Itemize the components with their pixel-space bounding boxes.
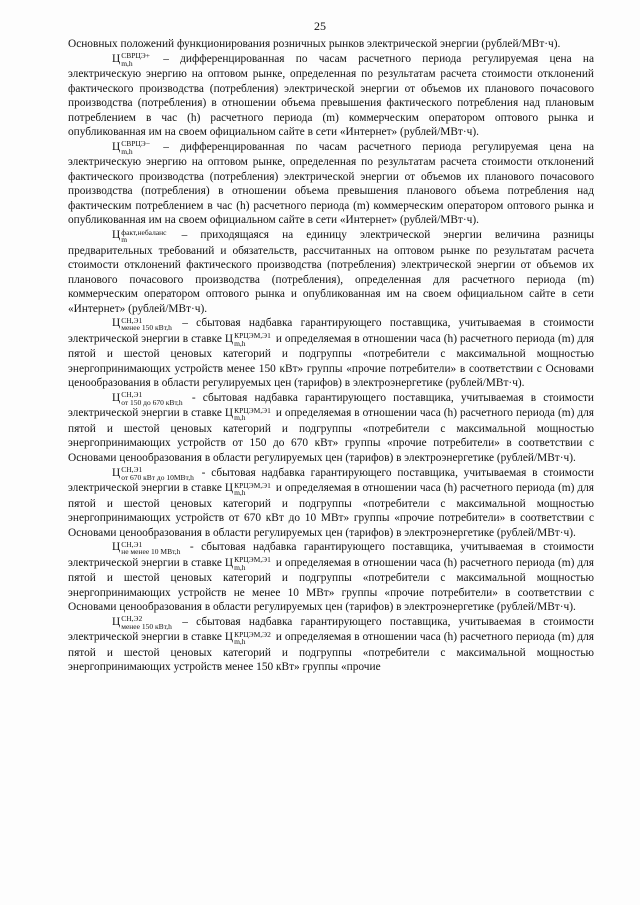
formula-superscript: СН,Э1 (121, 315, 143, 325)
formula-superscript: КРЦЭМ,Э1 (234, 331, 271, 341)
definition-text: – дифференцированная по часам расчетного периода регулируемая цена на электрическую энергию на оптовом рынке, определенная по результатам расчета стоимости отклонений фактического производства (потребления) электрической энергии от объемов их планового почасового производства (потребления) в отношении объема превышения фактического потребления над плановым потреблением в час (h) расчетного периода (m) коммерческим оператором оптового рынка и опубликованная им на своем официальном сайте в сети «Интернет» (рублей/МВт·ч). (68, 52, 594, 139)
definition-sn-e1-670-10mw (68, 466, 594, 541)
formula-subscript: m,h (234, 413, 246, 423)
formula-subscript: менее 150 кВт,h (121, 621, 172, 631)
page-number: 25 (314, 19, 326, 33)
formula-symbol: Ц факт,небаланс m (112, 227, 167, 245)
formula-superscript: СН,Э2 (121, 614, 143, 624)
definition-text: – приходящаяся на единицу электрической энергии величина разницы предварительных требований и обязательств, рассчитанных на оптовом рынке по результатам расчета стоимости отклонений фактического производства (потребления) электрической энергии от объемов их планового почасового производства (потребления), определенная для расчетного периода (m) коммерческим оператором оптового рынка и опубликованная им на своем официальном сайте в сети «Интернет» (рублей/МВт·ч). (68, 229, 594, 315)
formula-superscript: СН,Э1 (121, 390, 143, 400)
formula-subscript: m,h (121, 58, 133, 68)
formula-symbol: Ц СН,Э1 от 670 кВт до 10МВт,h (112, 465, 194, 482)
formula-subscript: от 150 до 670 кВт,h (121, 397, 183, 407)
formula-inline: Ц КРЦЭМ,Э1 m,h (224, 331, 271, 348)
definition-svrce-plus (68, 52, 594, 140)
definition-fact-nebalans (68, 228, 594, 316)
formula-subscript: не менее 10 МВт,h (121, 547, 181, 557)
formula-symbol: Ц СВРЦЭ− m,h (112, 139, 150, 156)
formula-superscript: КРЦЭМ,Э1 (234, 405, 271, 415)
formula-subscript: m,h (121, 146, 133, 156)
definition-text: – дифференцированная по часам расчетного периода регулируемая цена на электрическую энергию на оптовом рынке, определенная по результатам расчета стоимости отклонений фактического производства (потребления) электрической энергии от объемов их планового почасового производства (потребления) в отношении объема превышения планового объема потребления над фактическим потреблением в час (h) расчетного периода (m) коммерческим оператором оптового рынка и опубликованная им на своем официальном сайте в сети «Интернет» (рублей/МВт·ч). (68, 140, 594, 227)
formula-superscript: СВРЦЭ+ (121, 51, 150, 61)
formula-subscript: m (121, 235, 128, 245)
definition-sn-e1-under-150 (68, 316, 594, 391)
definition-text: - сбытовая надбавка гарантирующего поставщика, учитываемая в стоимости электрической энергии в ставке (68, 466, 594, 495)
definition-sn-e1-over-10mw (68, 540, 594, 615)
page-body (68, 37, 594, 675)
formula-superscript: СН,Э1 (121, 465, 143, 475)
formula-superscript: КРЦЭМ,Э1 (234, 480, 271, 490)
definition-text: - сбытовая надбавка гарантирующего поставщика, учитываемая в стоимости электрической энергии в ставке (68, 541, 594, 569)
definition-text: – сбытовая надбавка гарантирующего поставщика, учитываемая в стоимости электрической энергии в ставке (68, 615, 594, 644)
formula-subscript: m,h (234, 562, 246, 572)
definition-sn-e1-150-670 (68, 391, 594, 466)
definition-svrce-minus (68, 140, 594, 228)
formula-symbol: Ц СВРЦЭ+ m,h (112, 51, 150, 68)
definition-text: и определяемая в отношении часа (h) расчетного периода (m) для пятой и шестой ценовых категорий и подгруппы «потребители с максимальной мощностью энергопринимающих устройств от 150 до 670 кВт» группы «прочие потребители» в соответствии с Основами ценообразования в области регулируемых цен (тарифов) в электроэнергетике (рублей/МВт·ч). (68, 407, 594, 464)
formula-superscript: КРЦЭМ,Э1 (234, 555, 271, 565)
formula-subscript: менее 150 кВт,h (121, 323, 172, 333)
formula-inline: Ц КРЦЭМ,Э2 m,h (224, 629, 271, 647)
definition-sn-e2-under-150 (68, 615, 594, 675)
definition-text: и определяемая в отношении часа (h) расчетного периода (m) для пятой и шестой ценовых категорий и подгруппы «потребители с максимальной мощностью энергопринимающих устройств менее 150 кВт» группы «прочие потребители» в соответствии с Основами ценообразования в области регулируемых цен (тарифов) в электроэнергетике (рублей/МВт·ч). (68, 332, 594, 390)
definition-text: и определяемая в отношении часа (h) расчетного периода (m) для пятой и шестой ценовых категорий и подгруппы «потребители с максимальной мощностью энергопринимающих устройств менее 150 кВт» группы «прочие (68, 631, 594, 674)
definition-text: - сбытовая надбавка гарантирующего поставщика, учитываемая в стоимости электрической энергии в ставке (68, 391, 594, 420)
formula-superscript: СВРЦЭ− (121, 139, 150, 149)
definition-text: и определяемая в отношении часа (h) расчетного периода (m) для пятой и шестой ценовых категорий и подгруппы «потребители с максимальной мощностью энергопринимающих устройств не менее 10 МВт» группы «прочие потребители» в соответствии с Основами ценообразования в области регулируемых цен (тарифов) в электроэнергетике (рублей/МВт·ч). (68, 556, 594, 614)
formula-symbol: Ц СН,Э1 от 150 до 670 кВт,h (112, 390, 183, 407)
formula-symbol: Ц СН,Э2 менее 150 кВт,h (112, 614, 172, 631)
formula-subscript: m,h (234, 637, 246, 647)
formula-symbol: Ц СН,Э1 не менее 10 МВт,h (112, 539, 181, 557)
formula-subscript: от 670 кВт до 10МВт,h (121, 472, 194, 482)
formula-inline: Ц КРЦЭМ,Э1 m,h (224, 480, 271, 498)
formula-symbol: Ц СН,Э1 менее 150 кВт,h (112, 315, 172, 333)
formula-inline: Ц КРЦЭМ,Э1 m,h (224, 405, 271, 423)
formula-superscript: факт,небаланс (121, 227, 167, 237)
formula-subscript: m,h (234, 488, 246, 498)
formula-superscript: СН,Э1 (121, 539, 143, 549)
formula-inline: Ц КРЦЭМ,Э1 m,h (224, 555, 271, 572)
paragraph-continuation: Основных положений функционирования розничных рынков электрической энергии (рублей/МВт·ч). (68, 38, 561, 50)
formula-subscript: m,h (234, 338, 246, 348)
definition-text: – сбытовая надбавка гарантирующего поставщика, учитываемая в стоимости электрической энергии в ставке (68, 317, 594, 345)
definition-text: и определяемая в отношении часа (h) расчетного периода (m) для пятой и шестой ценовых категорий и подгруппы «потребители с максимальной мощностью энергопринимающих устройств от 670 кВт до 10 МВт» группы «прочие потребители» в соответствии с Основами ценообразования в области регулируемых цен (тарифов) в электроэнергетике (рублей/МВт·ч). (68, 482, 594, 539)
formula-superscript: КРЦЭМ,Э2 (234, 629, 271, 639)
